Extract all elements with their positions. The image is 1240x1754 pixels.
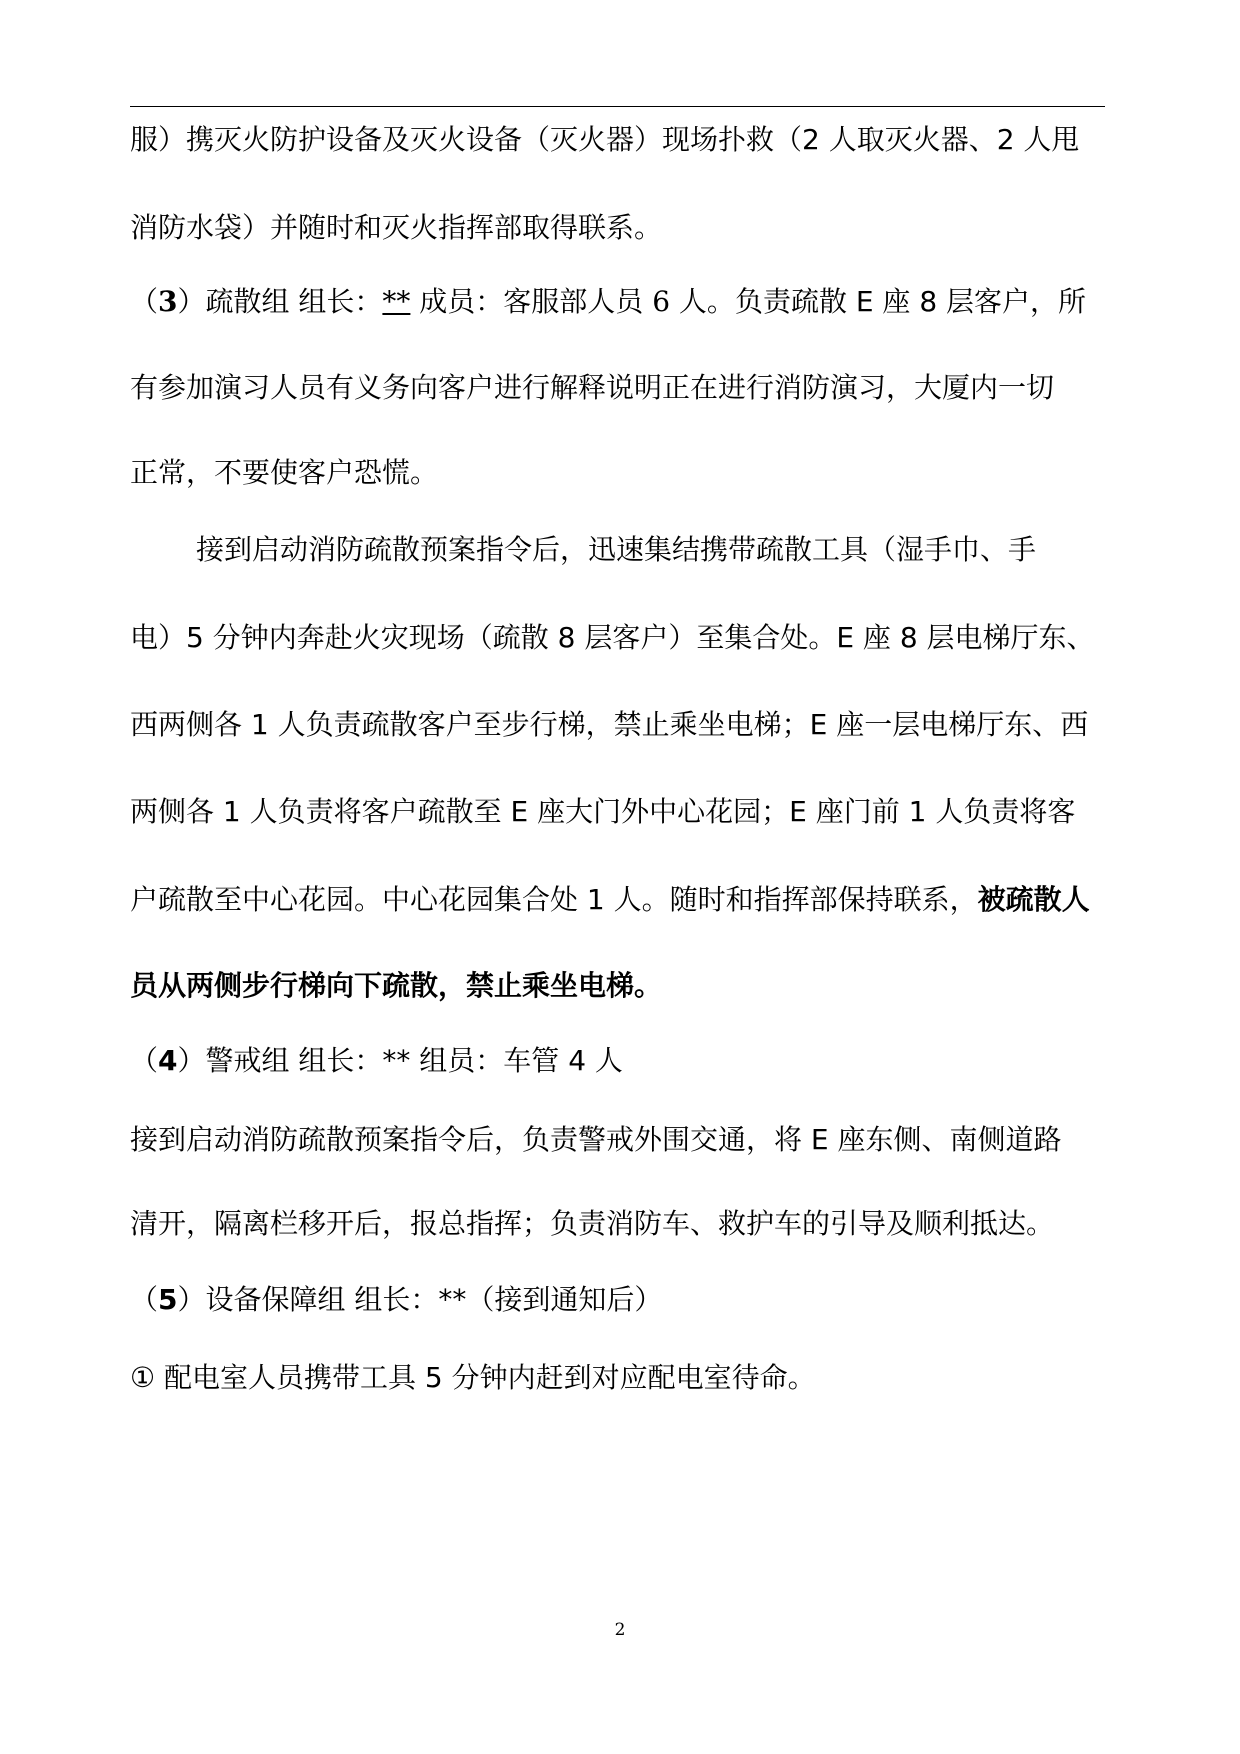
text-line-16: ① 配电室人员携带工具 5 分钟内赶到对应配电室待命。 (130, 1361, 816, 1394)
section-number: 4 (158, 1044, 178, 1077)
text-line-3 (130, 282, 1110, 322)
leader-name: ** (382, 285, 411, 318)
text-line-2: 消防水袋）并随时和灭火指挥部取得联系。 (130, 211, 663, 244)
evacuation-group-label: ）疏散组 组长： (177, 285, 383, 318)
page-number: 2 (614, 1620, 626, 1640)
paren-open: （ (130, 1283, 159, 1316)
duty-text: 负责疏散 E 座 8 层客户，所 (734, 285, 1087, 318)
text-line-10 (130, 880, 1110, 920)
text-line-15 (130, 1280, 1110, 1320)
header-rule (130, 106, 1105, 107)
section-number: 3 (158, 285, 178, 318)
text-line-5: 正常，不要使客户恐慌。 (130, 456, 439, 489)
text-line-8: 西两侧各 1 人负责疏散客户至步行梯，禁止乘坐电梯；E 座一层电梯厅东、西 (130, 708, 1089, 741)
text-line-13: 接到启动消防疏散预案指令后，负责警戒外围交通，将 E 座东侧、南侧道路 (130, 1123, 1062, 1156)
text-line-10-normal: 户疏散至中心花园。中心花园集合处 1 人。随时和指挥部保持联系， (130, 883, 978, 916)
section-number: 5 (158, 1283, 178, 1316)
text-line-4: 有参加演习人员有义务向客户进行解释说明正在进行消防演习，大厦内一切 (130, 371, 1055, 404)
text-line-6: 接到启动消防疏散预案指令后，迅速集结携带疏散工具（湿手巾、手 (196, 533, 1037, 566)
paren-open: （ (130, 285, 159, 318)
text-line-14: 清开，隔离栏移开后，报总指挥；负责消防车、救护车的引导及顺利抵达。 (130, 1207, 1055, 1240)
equipment-group-heading: ）设备保障组 组长：**（接到通知后） (177, 1283, 663, 1316)
paren-open: （ (130, 1044, 159, 1077)
members-label: 成员：客服部人员 6 人。 (410, 285, 735, 318)
text-line-9: 两侧各 1 人负责将客户疏散至 E 座大门外中心花园；E 座门前 1 人负责将客 (130, 795, 1076, 828)
text-line-10-bold: 被疏散人 (977, 883, 1090, 916)
text-line-1: 服）携灭火防护设备及灭火设备（灭火器）现场扑救（2 人取灭火器、2 人甩 (130, 123, 1080, 156)
text-line-12 (130, 1041, 1110, 1081)
text-line-7: 电）5 分钟内奔赴火灾现场（疏散 8 层客户）至集合处。E 座 8 层电梯厅东、 (130, 621, 1095, 654)
text-line-11: 员从两侧步行梯向下疏散，禁止乘坐电梯。 (130, 969, 663, 1002)
guard-group-heading: ）警戒组 组长：** 组员：车管 4 人 (177, 1044, 623, 1077)
